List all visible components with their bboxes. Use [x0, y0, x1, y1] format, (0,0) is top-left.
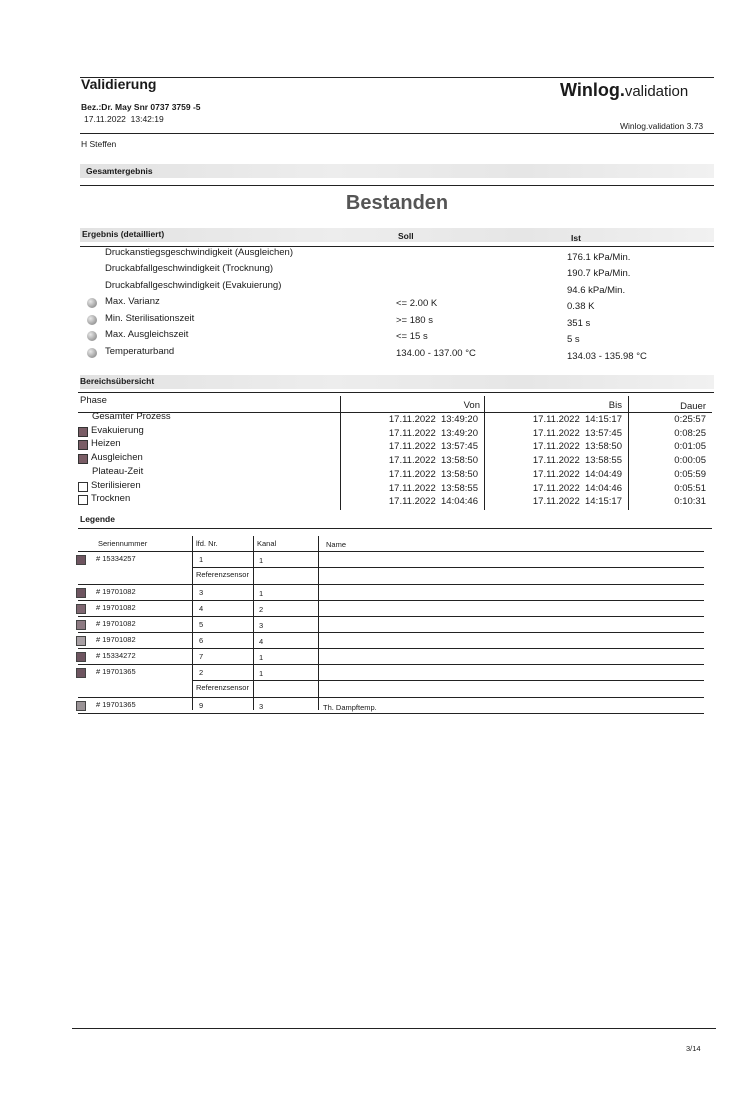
legende-row-kanal: 1 [259, 556, 264, 565]
phase-marker-icon [78, 454, 88, 464]
ergebnis-row-ist: 190.7 kPa/Min. [567, 268, 631, 279]
legende-row-lfd: 4 [199, 604, 204, 613]
legende-row-rule [78, 713, 704, 714]
bereich-row-dauer: 0:10:31 [674, 496, 706, 507]
phase-marker-icon [78, 495, 88, 505]
bereich-row-dauer: 0:05:51 [674, 483, 706, 494]
legende-row-serial: # 19701365 [96, 700, 136, 709]
brand-logo [560, 80, 688, 101]
legende-row-serial: # 19701082 [96, 619, 136, 628]
ergebnis-row-ist: 94.6 kPa/Min. [567, 285, 626, 296]
check-icon [87, 348, 97, 358]
legende-row-rule [78, 648, 704, 649]
phase-marker-icon [78, 427, 88, 437]
ergebnis-row-ist: 351 s [567, 318, 591, 329]
legende-row-lfd: 3 [199, 588, 204, 597]
bereich-row-dauer: 0:25:57 [674, 414, 706, 425]
ergebnis-row-label: Max. Varianz [105, 296, 160, 307]
ergebnis-row-ist: 134.03 - 135.98 °C [567, 351, 647, 362]
legende-row-rule [78, 600, 704, 601]
legende-rule [78, 528, 712, 529]
legende-row-sub: Referenzsensor [196, 683, 249, 692]
top-rule [80, 77, 714, 78]
bereich-row-dauer: 0:05:59 [674, 469, 706, 480]
check-icon [87, 331, 97, 341]
legende-divider-1 [192, 536, 193, 710]
bereich-row-von: 17.11.2022 13:49:20 [388, 428, 478, 439]
ergebnis-title: Ergebnis (detailliert) [82, 229, 165, 239]
bereich-row-dauer: 0:00:05 [674, 455, 706, 466]
sensor-color-swatch [76, 701, 86, 711]
legende-row-serial: # 15334272 [96, 651, 136, 660]
ergebnis-row-ist: 0.38 K [567, 301, 595, 312]
bereich-row-phase: Evakuierung [91, 425, 144, 436]
legende-row-sub: Referenzsensor [196, 570, 249, 579]
bereich-head-rule [78, 412, 712, 413]
ergebnis-col-ist: Ist [571, 233, 581, 243]
legende-row-rule [78, 584, 704, 585]
legende-col-lfd: lfd. Nr. [196, 539, 218, 548]
bereich-col-von: Von [463, 400, 480, 411]
operator-name: H Steffen [81, 139, 117, 149]
check-icon [87, 315, 97, 325]
ergebnis-row-label: Druckanstiegsgeschwindigkeit (Ausgleichen) [105, 247, 293, 258]
bereich-row-von: 17.11.2022 14:04:46 [388, 496, 478, 507]
bereich-row-phase: Trocknen [91, 493, 131, 504]
report-datetime: 17.11.2022 13:42:19 [84, 114, 164, 124]
bereich-row-phase: Sterilisieren [91, 480, 141, 491]
ergebnis-row-label: Druckabfallgeschwindigkeit (Trocknung) [105, 263, 274, 274]
legende-row-rule [78, 632, 704, 633]
legende-row-rule [78, 664, 704, 665]
bereich-row-bis: 17.11.2022 14:15:17 [532, 414, 622, 425]
legende-row-lfd: 7 [199, 652, 204, 661]
legende-sub-rule [192, 680, 704, 681]
legende-col-name: Name [326, 540, 347, 549]
bereich-col-bis: Bis [608, 400, 622, 411]
bereich-row-von: 17.11.2022 13:58:55 [388, 483, 478, 494]
bereich-rule [78, 392, 714, 393]
bereich-col-dauer: Dauer [680, 401, 706, 412]
legende-row-name: Th. Dampftemp. [323, 703, 377, 712]
ergebnis-col-soll: Soll [398, 231, 414, 241]
legende-row-lfd: 9 [199, 701, 204, 710]
bereich-row-dauer: 0:01:05 [674, 441, 706, 452]
bereich-row-von: 17.11.2022 13:58:50 [388, 455, 478, 466]
legende-row-lfd: 6 [199, 636, 204, 645]
ergebnis-row-label: Temperaturband [105, 346, 175, 357]
legende-row-kanal: 1 [259, 589, 264, 598]
legende-col-kanal: Kanal [257, 539, 277, 548]
page-number: 3/14 [686, 1044, 701, 1053]
bereich-row-von: 17.11.2022 13:49:20 [388, 414, 478, 425]
bereich-row-bis: 17.11.2022 14:04:46 [532, 483, 622, 494]
legende-row-kanal: 4 [259, 637, 264, 646]
gesamt-title: Gesamtergebnis [86, 166, 153, 176]
ergebnis-row-ist: 176.1 kPa/Min. [567, 252, 631, 263]
legende-row-kanal: 3 [259, 621, 264, 630]
brand-bold: Winlog. [560, 80, 625, 100]
sensor-color-swatch [76, 555, 86, 565]
sensor-color-swatch [76, 652, 86, 662]
legende-divider-2 [253, 536, 254, 710]
ergebnis-row-label: Max. Ausgleichszeit [105, 329, 189, 340]
bereich-col-phase: Phase [80, 395, 107, 406]
bereich-row-phase: Ausgleichen [91, 452, 143, 463]
sensor-color-swatch [76, 620, 86, 630]
legende-row-kanal: 3 [259, 702, 264, 711]
legende-row-serial: # 19701082 [96, 587, 136, 596]
bereich-row-von: 17.11.2022 13:57:45 [388, 441, 478, 452]
legende-row-kanal: 1 [259, 669, 264, 678]
legende-row-lfd: 5 [199, 620, 204, 629]
ergebnis-row-soll: <= 2.00 K [396, 298, 438, 309]
bereich-row-phase: Heizen [91, 438, 121, 449]
legende-divider-3 [318, 536, 319, 710]
bereich-row-bis: 17.11.2022 13:58:50 [532, 441, 622, 452]
ergebnis-bar [80, 228, 714, 242]
legende-row-rule [78, 697, 704, 698]
legende-row-lfd: 2 [199, 668, 204, 677]
bereich-row-von: 17.11.2022 13:58:50 [388, 469, 478, 480]
bereich-row-dauer: 0:08:25 [674, 428, 706, 439]
header-rule [80, 133, 714, 134]
bereich-title: Bereichsübersicht [80, 376, 155, 386]
legende-sub-rule [192, 567, 704, 568]
bereich-row-phase: Gesamter Prozess [92, 411, 171, 422]
bereich-bar [80, 375, 714, 389]
phase-marker-icon [78, 440, 88, 450]
phase-marker-icon [78, 482, 88, 492]
legende-row-lfd: 1 [199, 555, 204, 564]
sensor-color-swatch [76, 588, 86, 598]
legende-row-rule [78, 616, 704, 617]
legende-row-kanal: 1 [259, 653, 264, 662]
legende-row-serial: # 19701082 [96, 635, 136, 644]
ergebnis-row-soll: <= 15 s [396, 331, 428, 342]
page-title: Validierung [81, 76, 157, 92]
software-version: Winlog.validation 3.73 [620, 121, 704, 131]
ergebnis-row-soll: >= 180 s [396, 315, 433, 326]
bereich-row-bis: 17.11.2022 13:58:55 [532, 455, 622, 466]
ergebnis-row-soll: 134.00 - 137.00 °C [396, 348, 476, 359]
footer-rule [72, 1028, 716, 1029]
reference-label: Bez.:Dr. May Snr 0737 3759 -5 [81, 102, 201, 112]
sensor-color-swatch [76, 668, 86, 678]
ergebnis-row-label: Druckabfallgeschwindigkeit (Evakuierung) [105, 280, 282, 291]
legende-head-rule [78, 551, 704, 552]
ergebnis-row-label: Min. Sterilisationszeit [105, 313, 195, 324]
bereich-row-bis: 17.11.2022 14:15:17 [532, 496, 622, 507]
gesamt-bar [80, 164, 714, 178]
gesamt-rule [80, 185, 714, 186]
legende-row-serial: # 19701082 [96, 603, 136, 612]
bereich-row-bis: 17.11.2022 14:04:49 [532, 469, 622, 480]
bereich-row-phase: Plateau-Zeit [92, 466, 144, 477]
ergebnis-row-ist: 5 s [567, 334, 580, 345]
legende-row-serial: # 19701365 [96, 667, 136, 676]
sensor-color-swatch [76, 636, 86, 646]
legende-title: Legende [80, 514, 115, 524]
bereich-row-bis: 17.11.2022 13:57:45 [532, 428, 622, 439]
legende-row-serial: # 15334257 [96, 554, 136, 563]
legende-col-serial: Seriennummer [98, 539, 148, 548]
overall-result: Bestanden [345, 192, 449, 214]
check-icon [87, 298, 97, 308]
brand-light: validation [624, 83, 689, 100]
sensor-color-swatch [76, 604, 86, 614]
legende-row-kanal: 2 [259, 605, 264, 614]
